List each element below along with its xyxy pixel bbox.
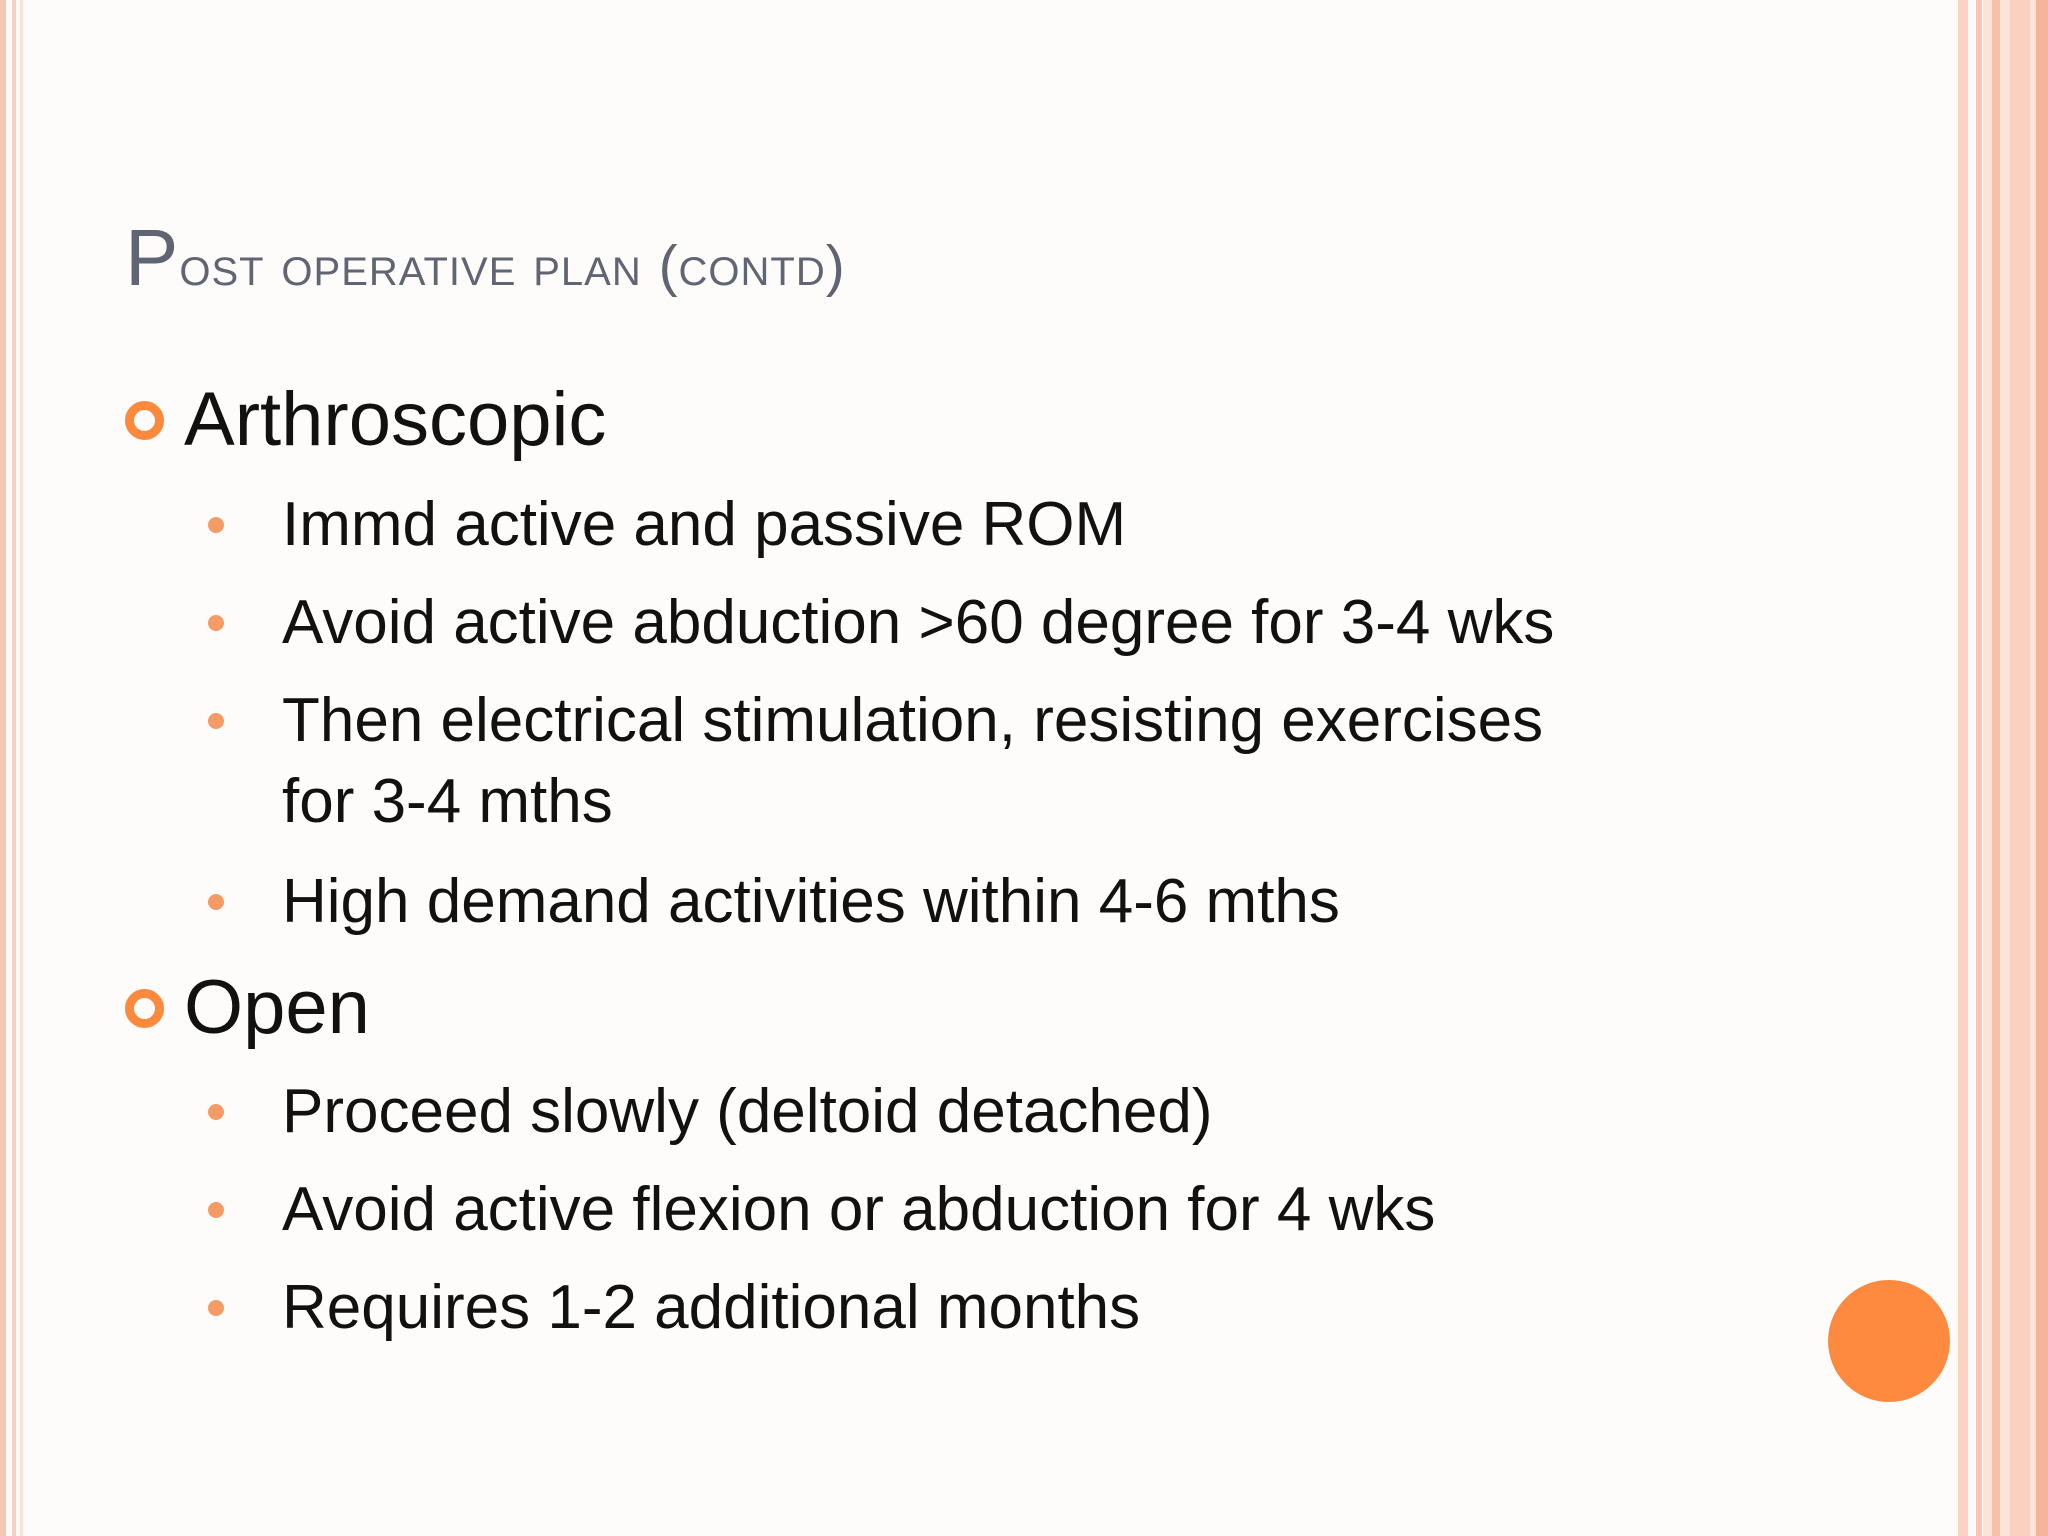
right-stripe bbox=[1958, 0, 1968, 1536]
section-heading bbox=[125, 965, 370, 1050]
dot-bullet-icon bbox=[208, 1202, 224, 1218]
section-heading-label: Arthroscopic bbox=[184, 377, 607, 462]
ring-bullet-icon bbox=[125, 401, 164, 440]
list-item bbox=[208, 485, 1126, 565]
dot-bullet-icon bbox=[208, 1104, 224, 1120]
list-item-text: for 3-4 mths bbox=[282, 767, 613, 836]
slide-title bbox=[125, 213, 846, 302]
dot-bullet-icon bbox=[208, 517, 224, 533]
slide-title-initial: P bbox=[125, 213, 180, 302]
dot-bullet-icon bbox=[208, 894, 224, 910]
list-item-text: Proceed slowly (deltoid detached) bbox=[282, 1077, 1213, 1146]
left-stripe bbox=[12, 0, 16, 1536]
list-item-text: Then electrical stimulation, resisting exercises bbox=[282, 686, 1544, 755]
list-item bbox=[208, 1170, 1435, 1250]
list-item-continuation bbox=[282, 762, 613, 842]
right-stripe bbox=[2036, 0, 2048, 1536]
right-stripe bbox=[1992, 0, 2000, 1536]
right-stripe bbox=[2010, 0, 2030, 1536]
dot-bullet-icon bbox=[208, 615, 224, 631]
right-stripe bbox=[1976, 0, 1982, 1536]
list-item-text: Avoid active flexion or abduction for 4 wks bbox=[282, 1175, 1436, 1244]
list-item-text: Avoid active abduction >60 degree for 3-4 wks bbox=[282, 588, 1555, 657]
left-stripe bbox=[20, 0, 23, 1536]
list-item-text: Requires 1-2 additional months bbox=[282, 1273, 1141, 1342]
left-stripe bbox=[0, 0, 6, 1536]
list-item bbox=[208, 583, 1554, 663]
section-heading-label: Open bbox=[184, 965, 370, 1050]
section-heading bbox=[125, 377, 607, 462]
dot-bullet-icon bbox=[208, 713, 224, 729]
list-item bbox=[208, 862, 1340, 942]
ring-bullet-icon bbox=[125, 989, 164, 1028]
slide-title-rest: ost operative plan (contd) bbox=[179, 234, 846, 298]
accent-circle bbox=[1828, 1280, 1950, 1402]
list-item-text: High demand activities within 4-6 mths bbox=[282, 867, 1340, 936]
list-item bbox=[208, 1268, 1140, 1348]
list-item-text: Immd active and passive ROM bbox=[282, 490, 1127, 559]
dot-bullet-icon bbox=[208, 1300, 224, 1316]
list-item bbox=[208, 1072, 1213, 1152]
list-item bbox=[208, 681, 1543, 761]
